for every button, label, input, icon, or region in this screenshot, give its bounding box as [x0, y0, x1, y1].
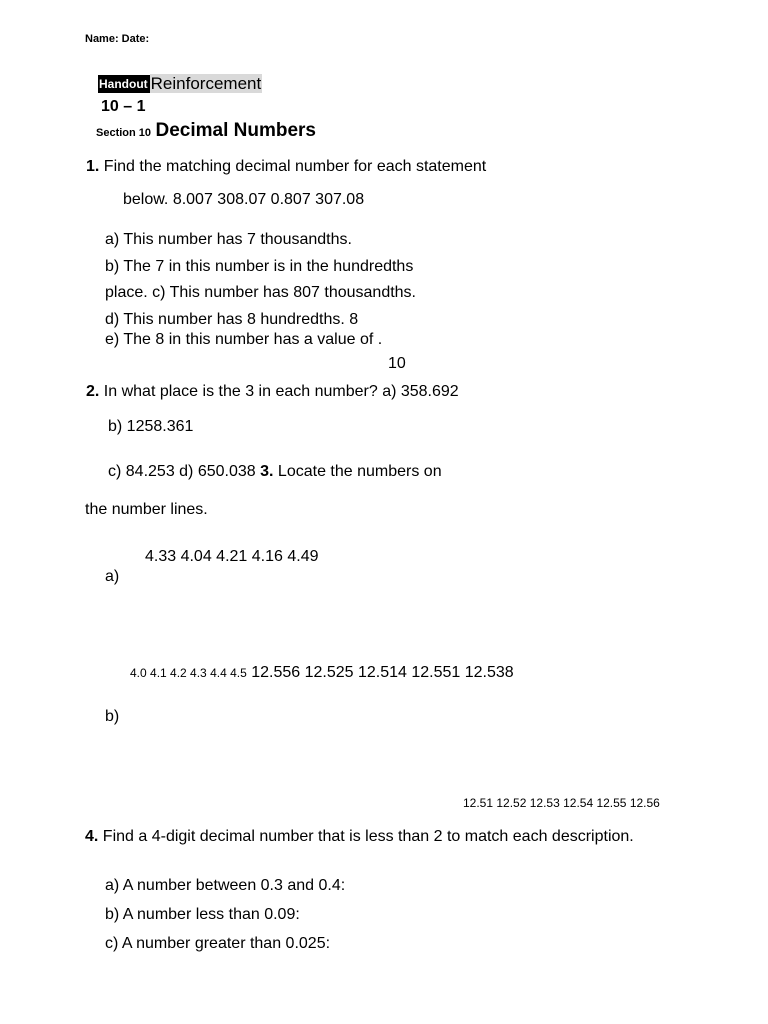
q1-number: 1. — [86, 158, 100, 175]
q1-item-d: d) This number has 8 hundredths. 8 — [105, 311, 359, 328]
q3a-scale-row — [130, 665, 514, 681]
q4-prompt-text: Find a 4-digit decimal number that is less than 2 to match each description. — [102, 828, 634, 845]
q3b-values: 12.556 12.525 12.514 12.551 12.538 — [251, 664, 514, 681]
q3-prompt-text: Locate the numbers on — [277, 463, 442, 480]
q4-item-c: c) A number greater than 0.025: — [105, 935, 331, 952]
q1-prompt — [86, 159, 486, 175]
q2-prompt-text: In what place is the 3 in each number? a) 358.692 — [103, 383, 459, 400]
q2-item-b: b) 1258.361 — [108, 418, 194, 435]
handout-badge: Handout — [99, 76, 148, 91]
q3a-values: 4.33 4.04 4.21 4.16 4.49 — [145, 548, 319, 565]
q4-number: 4. — [85, 828, 99, 845]
q2-number: 2. — [86, 383, 100, 400]
page-title: Decimal Numbers — [155, 120, 316, 141]
q1-item-e: e) The 8 in this number has a value of . — [105, 331, 383, 348]
q4-item-b: b) A number less than 0.09: — [105, 906, 300, 923]
handout-heading — [98, 74, 262, 93]
q2-item-c-d-text: c) 84.253 d) 650.038 — [108, 463, 256, 480]
q3-prompt-cont: the number lines. — [85, 501, 208, 518]
reinforcement-label: Reinforcement — [150, 74, 262, 93]
q1-item-b: b) The 7 in this number is in the hundredths — [105, 258, 414, 275]
q4-item-a: a) A number between 0.3 and 0.4: — [105, 877, 346, 894]
q3b-scale: 12.51 12.52 12.53 12.54 12.55 12.56 — [463, 796, 660, 810]
q4-prompt — [85, 829, 634, 845]
q1-prompt-text: Find the matching decimal number for each statement — [103, 158, 487, 175]
lesson-number: 10 – 1 — [101, 98, 146, 115]
q1-item-b-cont-c: place. c) This number has 807 thousandths. — [105, 284, 416, 301]
q1-item-e-denominator: 10 — [388, 355, 406, 372]
q3-number: 3. — [260, 463, 274, 480]
name-date-label: Name: Date: — [85, 33, 150, 45]
q1-choices: below. 8.007 308.07 0.807 307.08 — [123, 191, 365, 208]
q1-item-a: a) This number has 7 thousandths. — [105, 231, 352, 248]
q2-item-c-d — [108, 464, 442, 480]
q3b-label: b) — [105, 708, 120, 725]
q2-prompt — [86, 384, 459, 400]
section-label: Section 10 — [96, 127, 152, 139]
section-title-row — [96, 121, 316, 140]
q3a-scale: 4.0 4.1 4.2 4.3 4.4 4.5 — [130, 666, 247, 680]
q3a-label: a) — [105, 568, 120, 585]
